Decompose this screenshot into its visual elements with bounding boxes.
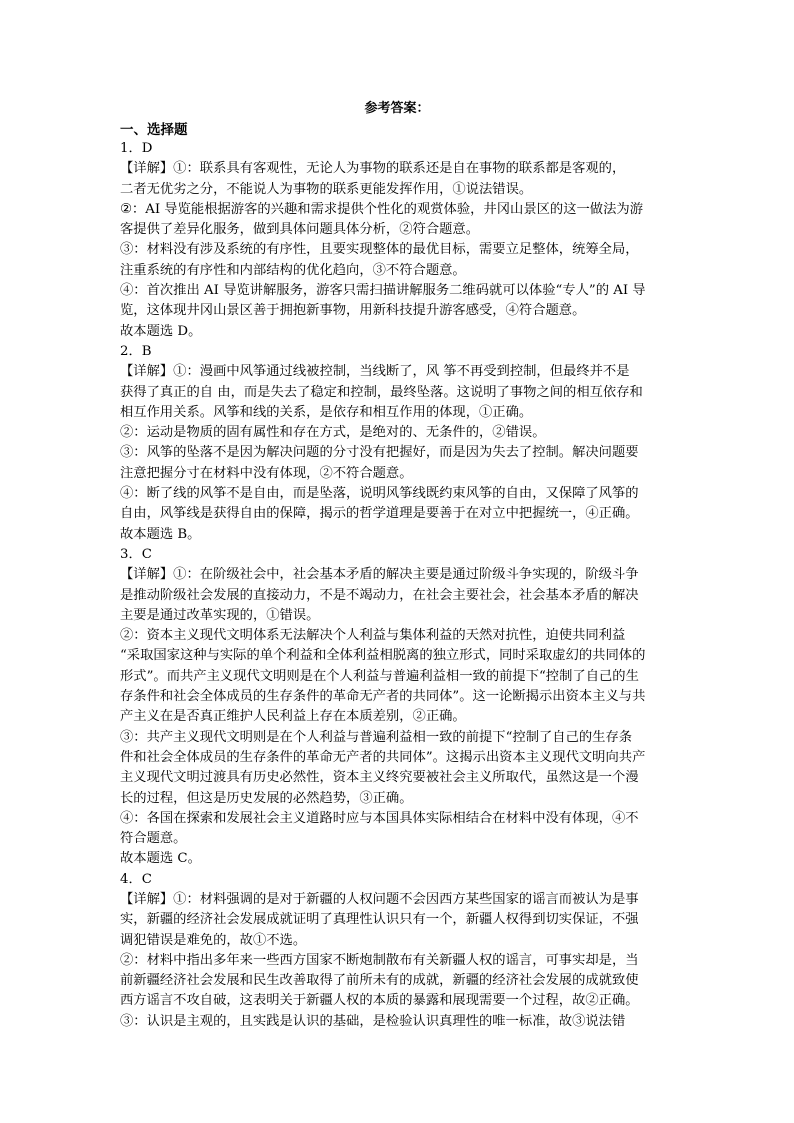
text-line: ②：运动是物质的固有属性和存在方式，是绝对的、无条件的，②错误。: [120, 425, 546, 441]
text-line: 自由，风筝线是获得自由的保障，揭示的哲学道理是要善于在对立中把握统一，④正确。: [120, 506, 639, 522]
text-line: ②：AI 导览能根据游客的兴趣和需求提供个性化的观赏体验，井冈山景区的这一做法为游: [120, 201, 643, 217]
text-line: “采取国家这种与实际的单个利益和全体利益相脱离的独立形式，同时采取虚幻的共同体的: [120, 648, 646, 664]
question-block-4: [120, 870, 680, 1032]
section-heading: 一、选择题: [120, 122, 188, 138]
text-line: ④：各国在探索和发展社会主义道路时应与本国具体实际相结合在材料中没有体现，④不: [120, 810, 639, 826]
text-line: 调犯错误是难免的，故①不选。: [120, 932, 307, 948]
question-number: 1．D: [120, 141, 153, 156]
text-line: 形式”。而共产主义现代文明则是在个人利益与普遍利益相一致的前提下“控制了自己的生: [120, 668, 639, 684]
text-line: ④：断了线的风筝不是自由，而是坠落，说明风筝线既约束风筝的自由，又保障了风筝的: [120, 486, 639, 502]
text-line: 获得了真正的自 由，而是失去了稳定和控制，最终坠落。这说明了事物之间的相互依存和: [120, 384, 643, 400]
question-block-2: [120, 342, 680, 545]
text-line: 西方谣言不攻自破，这表明关于新疆人权的本质的暴露和展现需要一个过程，故②正确。: [120, 993, 639, 1009]
text-line: 【详解】①：在阶级社会中，社会基本矛盾的解决主要是通过阶级斗争实现的，阶级斗争: [120, 567, 639, 583]
text-line: 是推动阶级社会发展的直接动力，不是不竭动力，在社会主要社会，社会基本矛盾的解决: [120, 587, 639, 603]
text-line: 【详解】①：漫画中风筝通过线被控制，当线断了，风 筝不再受到控制，但最终并不是: [120, 364, 630, 380]
text-line: 故本题选 C。: [120, 851, 201, 867]
text-line: 【详解】①：联系具有客观性，无论人为事物的联系还是自在事物的联系都是客观的，: [120, 161, 626, 177]
question-number: 2．B: [120, 343, 152, 359]
question-number: 4．C: [120, 871, 152, 887]
text-line: 客提供了差异化服务，做到具体问题具体分析，②符合题意。: [120, 222, 480, 238]
text-line: 存条件和社会全体成员的生存条件的革命无产者的共同体”。这一论断揭示出资本主义与共: [120, 689, 646, 705]
text-line: ④：首次推出 AI 导览讲解服务，游客只需扫描讲解服务二维码就可以体验“专人”的 AI 导: [120, 283, 646, 299]
text-line: 长的过程，但这是历史发展的必然趋势，③正确。: [120, 790, 413, 806]
text-line: 注重系统的有序性和内部结构的优化趋向，③不符合题意。: [120, 262, 466, 278]
text-line: 览，这体现井冈山景区善于拥抱新事物，用新科技提升游客感受，④符合题意。: [120, 303, 586, 319]
text-line: 产主义在是否真正维护人民利益上存在本质差别，②正确。: [120, 709, 466, 725]
text-line: 实，新疆的经济社会发展成就证明了真理性认识只有一个，新疆人权得到切实保证，不强: [120, 912, 639, 928]
text-line: 件和社会全体成员的生存条件的革命无产者的共同体”。这揭示出资本主义现代文明向共产: [120, 749, 646, 765]
text-line: 符合题意。: [120, 831, 187, 847]
text-line: ②：资本主义现代文明体系无法解决个人利益与集体利益的天然对抗性，迫使共同利益: [120, 628, 626, 644]
text-line: 前新疆经济社会发展和民生改善取得了前所未有的成就，新疆的经济社会发展的成就致使: [120, 973, 639, 989]
text-line: 注意把握分寸在材料中没有体现，②不符合题意。: [120, 465, 413, 481]
question-block-3: [120, 545, 680, 870]
text-line: ③：共产主义现代文明则是在个人利益与普遍利益相一致的前提下“控制了自己的生存条: [120, 729, 633, 745]
answer-body: [120, 139, 680, 1032]
text-line: 主要是通过改革实现的，①错误。: [120, 607, 320, 623]
text-line: 二者无优劣之分，不能说人为事物的联系更能发挥作用，①说法错误。: [120, 181, 533, 197]
text-line: 故本题选 B。: [120, 526, 201, 542]
page-title: 参考答案：: [364, 101, 430, 116]
question-number: 3．C: [120, 546, 152, 562]
question-block-1: [120, 139, 680, 342]
text-line: ③：风筝的坠落不是因为解决问题的分寸没有把握好，而是因为失去了控制。解决问题要: [120, 445, 639, 461]
text-line: 【详解】①：材料强调的是对于新疆的人权问题不会因西方某些国家的谣言而被认为是事: [120, 891, 639, 907]
text-line: ③：认识是主观的，且实践是认识的基础，是检验认识真理性的唯一标准，故③说法错: [120, 1013, 626, 1029]
text-line: 故本题选 D。: [120, 323, 202, 339]
text-line: 相互作用关系。风筝和线的关系，是依存和相互作用的体现，①正确。: [120, 404, 533, 420]
text-line: 主义现代文明过渡具有历史必然性，资本主义终究要被社会主义所取代，虽然这是一个漫: [120, 770, 639, 786]
text-line: ②：材料中指出多年来一些西方国家不断炮制散布有关新疆人权的谣言，可事实却是，当: [120, 952, 639, 968]
text-line: ③：材料没有涉及系统的有序性，且要实现整体的最优目标，需要立足整体，统筹全局，: [120, 242, 639, 258]
